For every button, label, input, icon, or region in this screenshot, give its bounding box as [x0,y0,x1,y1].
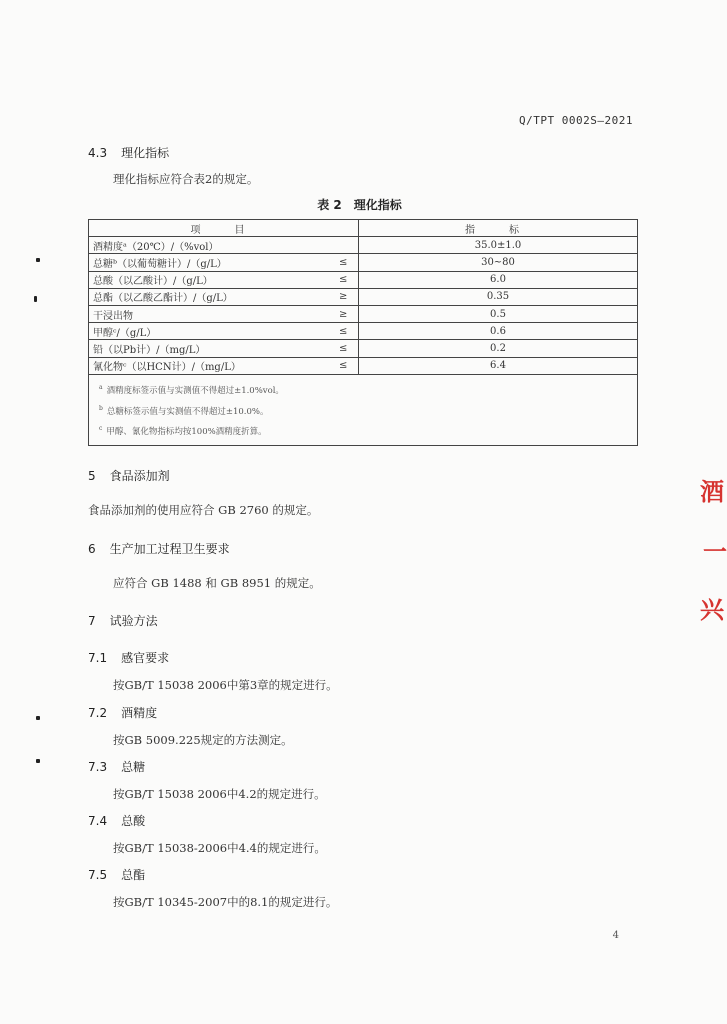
row-operator: ≤ [329,271,359,288]
section-7-4-text: 按GB/T 15038-2006中4.4的规定进行。 [113,841,326,855]
row-operator: ≤ [329,340,359,357]
scan-dot [36,759,40,763]
table-header-row [89,220,638,237]
physicochemical-table [88,219,638,446]
section-7-1-heading: 7.1 感官要求 [88,651,170,665]
scan-dot [36,258,40,262]
table-row [89,340,638,357]
table-row [89,237,638,254]
section-4-3-text: 理化指标应符合表2的规定。 [113,172,259,186]
table-note: $^b$ 总糖标签示值与实测值不得超过±10.0%。 [99,404,269,417]
row-operator: ≤ [329,254,359,271]
section-7-5-heading: 7.5 总酯 [88,868,146,882]
scan-dot [34,296,37,302]
row-value: 0.2 [359,340,638,357]
header-item: 项 目 [89,220,359,237]
section-6-heading: 6 生产加工过程卫生要求 [88,542,230,556]
row-name: 总糖ᵇ（以葡萄糖计）/（g/L） [89,254,329,271]
row-operator [329,237,359,254]
row-operator: ≤ [329,357,359,374]
table-row [89,288,638,305]
row-name: 氰化物ᶜ（以HCN计）/（mg/L） [89,357,329,374]
section-5-text: 食品添加剂的使用应符合 GB 2760 的规定。 [88,503,319,517]
table-caption: 表 2 理化指标 [317,198,402,212]
row-value: 0.35 [359,288,638,305]
section-7-5-text: 按GB/T 10345-2007中的8.1的规定进行。 [113,895,338,909]
section-4-3-heading [88,144,169,161]
row-name: 干浸出物 [89,305,329,322]
row-value: 0.6 [359,323,638,340]
document-number: Q/TPT 0002S—2021 [519,114,633,127]
row-value: 35.0±1.0 [359,237,638,254]
section-7-1-text: 按GB/T 15038 2006中第3章的规定进行。 [113,678,338,692]
table-note: $^a$ 酒精度标签示值与实测值不得超过±1.0%vol。 [99,383,284,396]
section-number: 4.3 [88,146,108,160]
row-operator: ≤ [329,323,359,340]
table-note: $^c$ 甲醇、氰化物指标均按100%酒精度折算。 [99,425,267,438]
table-row [89,323,638,340]
section-5-heading: 5 食品添加剂 [88,469,170,483]
section-7-2-heading: 7.2 酒精度 [88,706,158,720]
section-7-3-heading: 7.3 总糖 [88,760,146,774]
row-value: 0.5 [359,305,638,322]
row-value: 30~80 [359,254,638,271]
stamp-fragment: 酒 [700,478,724,506]
row-value: 6.4 [359,357,638,374]
section-7-heading: 7 试验方法 [88,614,158,628]
section-7-4-heading: 7.4 总酸 [88,814,146,828]
row-name: 酒精度ᵃ（20℃）/（%vol） [89,237,329,254]
row-value: 6.0 [359,271,638,288]
header-value: 指 标 [359,220,638,237]
table-row [89,271,638,288]
scan-dot [36,716,40,720]
row-name: 甲醇ᶜ/（g/L） [89,323,329,340]
table-notes [89,374,638,445]
stamp-fragment: 一 [703,538,727,566]
row-operator: ≥ [329,305,359,322]
section-7-3-text: 按GB/T 15038 2006中4.2的规定进行。 [113,787,326,801]
section-6-text: 应符合 GB 1488 和 GB 8951 的规定。 [113,576,321,590]
row-operator: ≥ [329,288,359,305]
page-number: 4 [612,930,619,941]
section-title: 理化指标 [121,146,170,160]
row-name: 总酸（以乙酸计）/（g/L） [89,271,329,288]
row-name: 铅（以Pb计）/（mg/L） [89,340,329,357]
table-notes-row [89,374,638,445]
table-row [89,305,638,322]
section-7-2-text: 按GB 5009.225规定的方法测定。 [113,733,293,747]
table-row [89,357,638,374]
table-row [89,254,638,271]
row-name: 总酯（以乙酸乙酯计）/（g/L） [89,288,329,305]
stamp-fragment: 兴 [700,596,724,624]
